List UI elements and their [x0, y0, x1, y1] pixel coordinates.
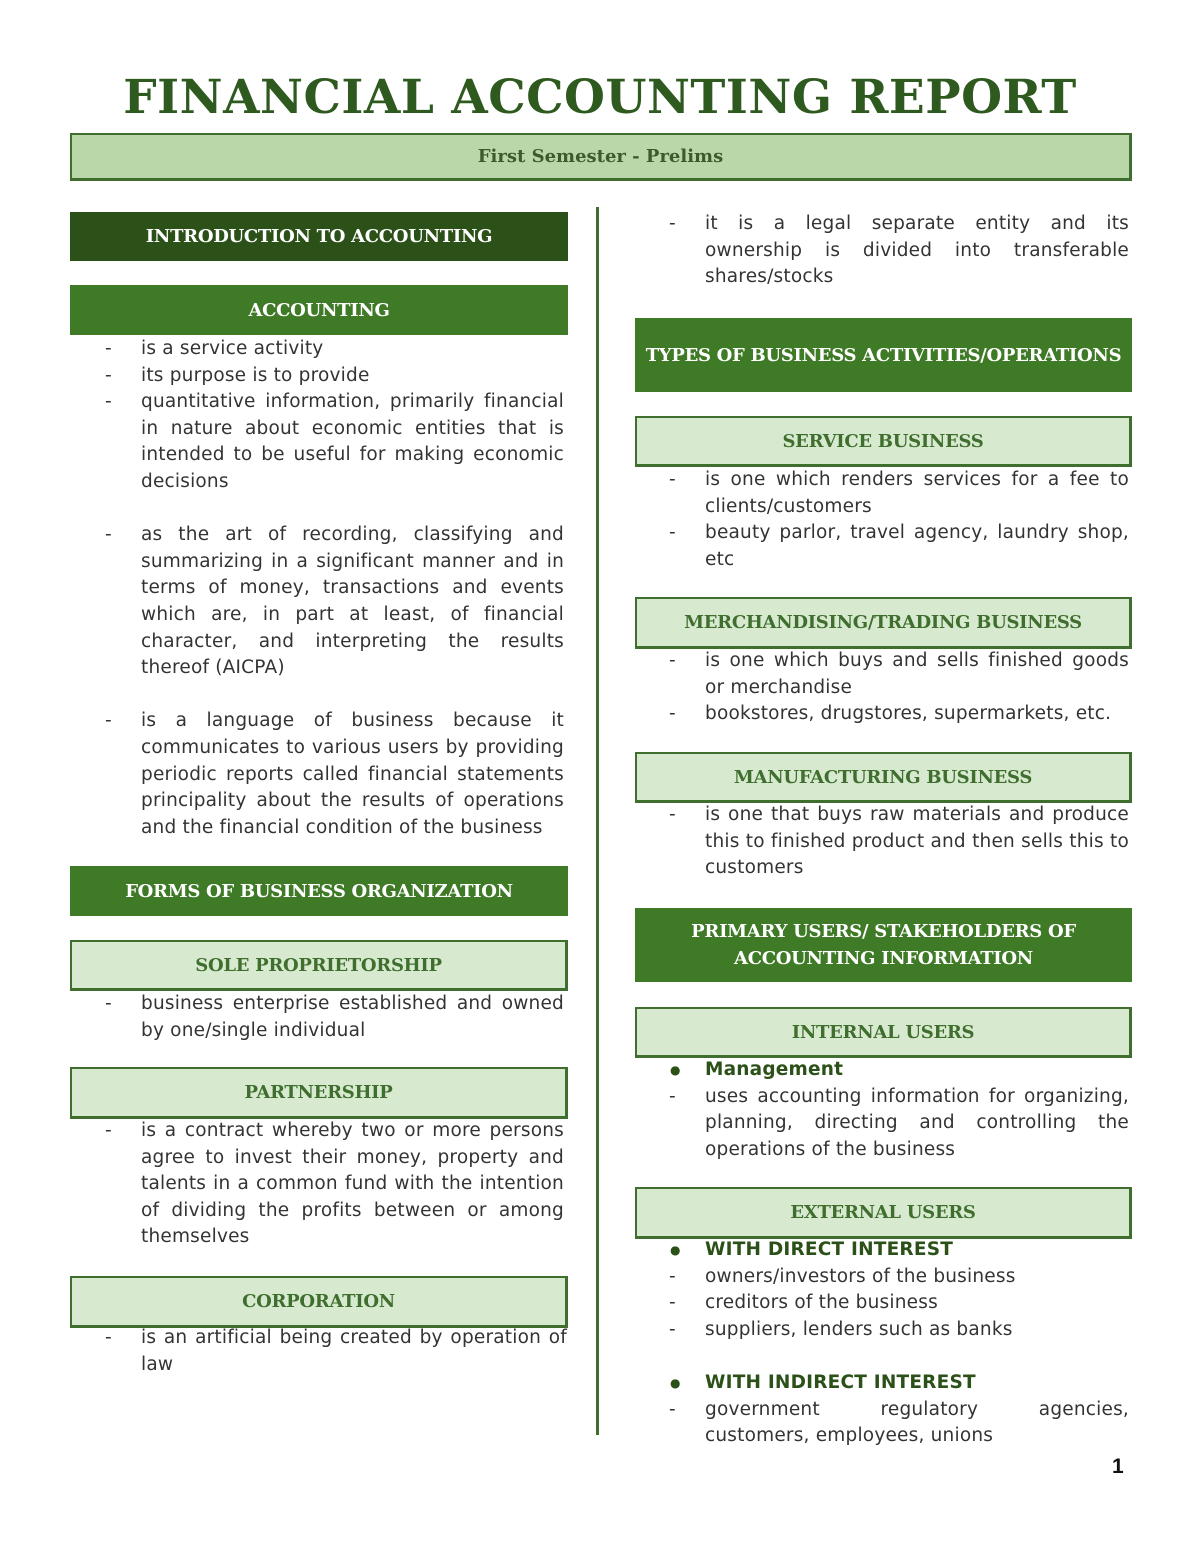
service-business-list — [669, 467, 1129, 573]
semester-banner — [70, 133, 1132, 181]
manufacturing-business-list — [669, 802, 1129, 882]
corporation-header: CORPORATION — [70, 1276, 568, 1328]
report-title: FINANCIAL ACCOUNTING REPORT — [123, 70, 1077, 125]
list-item: - government regulatory agencies, customers, employees, unions — [669, 1397, 1129, 1450]
sole-proprietorship-list — [105, 991, 564, 1044]
list-item: - its purpose is to provide — [105, 363, 564, 390]
semester-label: First Semester - Prelims — [477, 146, 724, 167]
list-item: - uses accounting information for organizing, planning, directing and controlling the operations of the business — [669, 1084, 1129, 1164]
list-item: - beauty parlor, travel agency, laundry shop, etc — [669, 520, 1129, 573]
list-item: - creditors of the business — [669, 1290, 1129, 1317]
list-item: - is a service activity — [105, 336, 564, 363]
external-users-header: EXTERNAL USERS — [635, 1187, 1132, 1239]
bullet-item: ● WITH DIRECT INTEREST — [669, 1237, 1129, 1264]
sole-proprietorship-header: SOLE PROPRIETORSHIP — [70, 940, 568, 991]
corporation-continued-list — [669, 211, 1129, 291]
accounting-header: ACCOUNTING — [70, 285, 568, 335]
partnership-list — [105, 1118, 564, 1251]
corporation-list — [105, 1325, 567, 1378]
list-item: - is one which renders services for a fee to clients/customers — [669, 467, 1129, 520]
list-item: - is one that buys raw materials and produce this to finished product and then sells this to customers — [669, 802, 1129, 882]
bullet-item: ● WITH INDIRECT INTEREST — [669, 1370, 1129, 1397]
list-item: - suppliers, lenders such as banks — [669, 1317, 1129, 1344]
page-number: 1 — [1112, 1455, 1124, 1478]
external-users-list — [669, 1237, 1129, 1450]
merchandising-business-header: MERCHANDISING/TRADING BUSINESS — [635, 597, 1132, 649]
list-item: - is a contract whereby two or more persons agree to invest their money, property and talents in a common fund with the intention of dividing the profits between or among themselves — [105, 1118, 564, 1251]
merchandising-business-list — [669, 648, 1129, 728]
list-item: - is a language of business because it communicates to various users by providing periodic reports called financial statements principality about the results of operations and the financial condition of the business — [105, 708, 564, 841]
list-item: - it is a legal separate entity and its ownership is divided into transferable shares/stocks — [669, 211, 1129, 291]
bullet-item: ● Management — [669, 1057, 1129, 1084]
list-item: - quantitative information, primarily financial in nature about economic entities that is intended to be useful for making economic decisions — [105, 389, 564, 495]
list-item: - is one which buys and sells finished goods or merchandise — [669, 648, 1129, 701]
intro-header: INTRODUCTION TO ACCOUNTING — [70, 212, 568, 261]
internal-users-list — [669, 1057, 1129, 1163]
internal-users-header: INTERNAL USERS — [635, 1007, 1132, 1058]
column-divider — [596, 207, 599, 1435]
business-types-header: TYPES OF BUSINESS ACTIVITIES/OPERATIONS — [635, 318, 1132, 392]
list-item: - owners/investors of the business — [669, 1264, 1129, 1291]
manufacturing-business-header: MANUFACTURING BUSINESS — [635, 752, 1132, 803]
list-item: - as the art of recording, classifying and summarizing in a significant manner and in terms of money, transactions and events which are, in part at least, of financial character, and interpreting the results thereof (AICPA) — [105, 522, 564, 682]
accounting-list — [105, 336, 564, 841]
service-business-header: SERVICE BUSINESS — [635, 416, 1132, 467]
list-item: - is an artificial being created by operation of law — [105, 1325, 567, 1378]
list-item: - bookstores, drugstores, supermarkets, etc. — [669, 701, 1129, 728]
list-item: - business enterprise established and owned by one/single individual — [105, 991, 564, 1044]
primary-users-header: PRIMARY USERS/ STAKEHOLDERS OF ACCOUNTING INFORMATION — [635, 908, 1132, 982]
partnership-header: PARTNERSHIP — [70, 1067, 568, 1119]
forms-header: FORMS OF BUSINESS ORGANIZATION — [70, 866, 568, 916]
